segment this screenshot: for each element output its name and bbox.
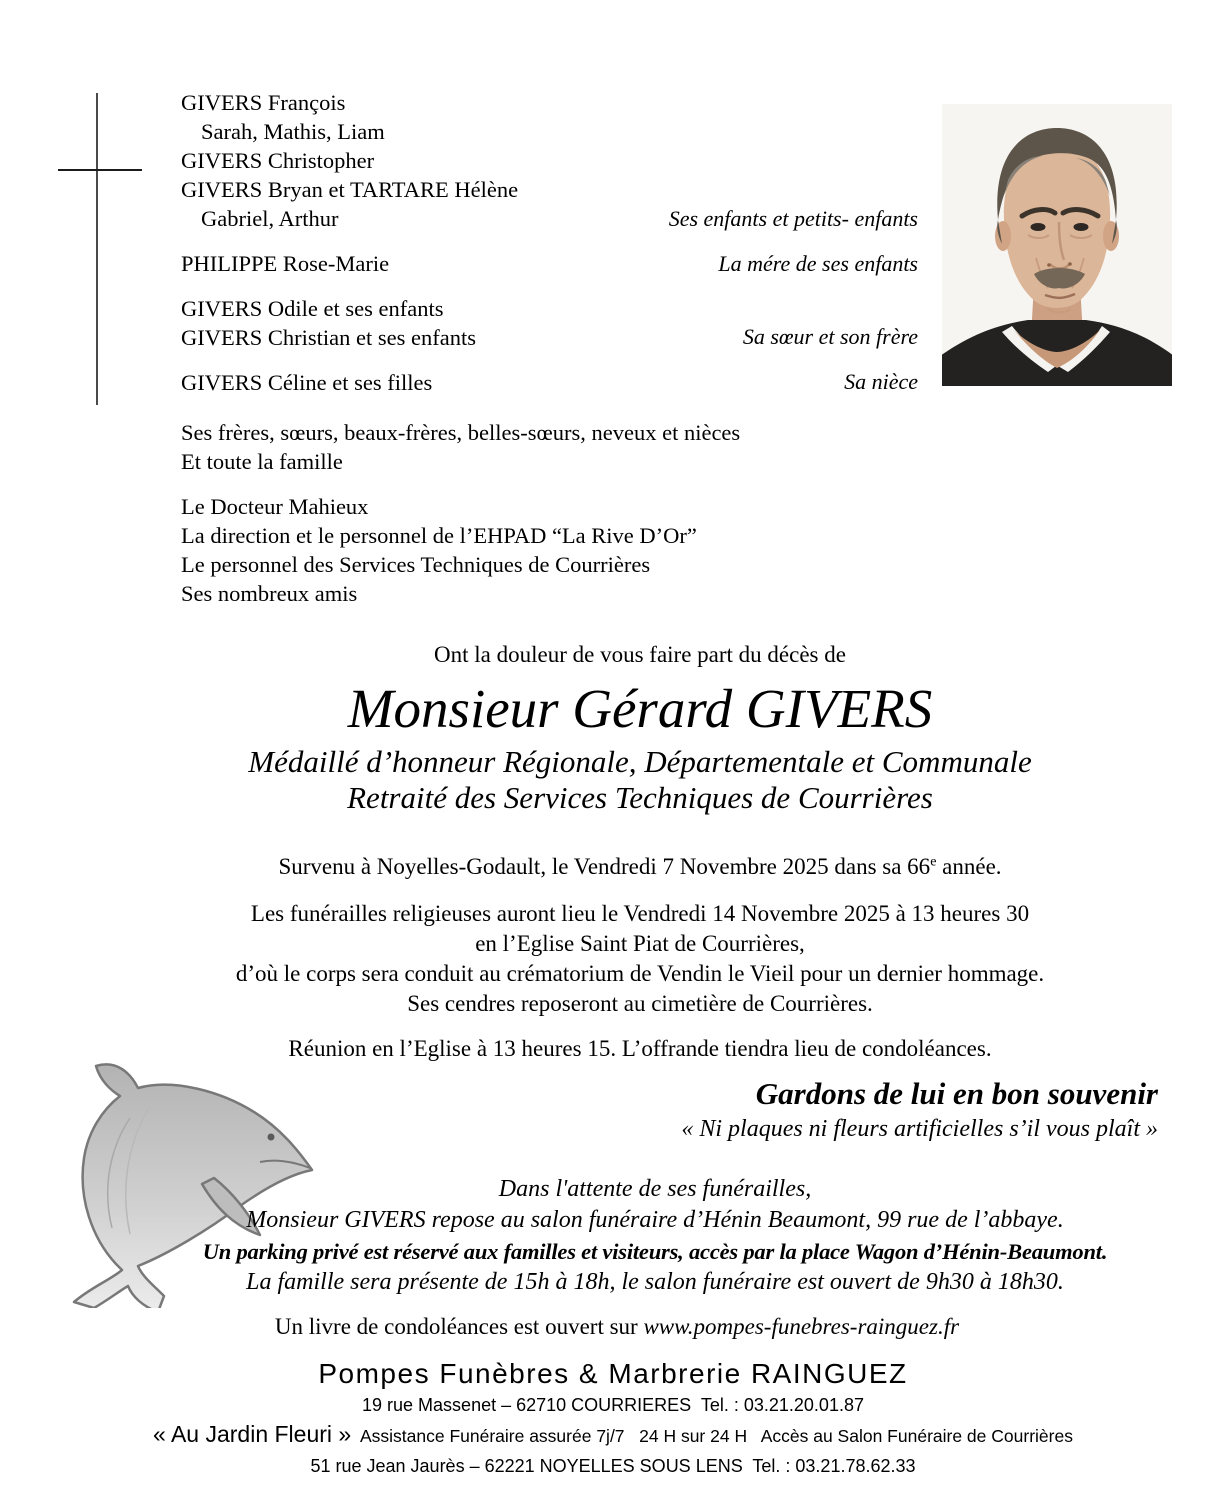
funeral-home-footer (18, 1356, 1208, 1480)
mourner-line: GIVERS Bryan et TARTARE Hélène (181, 177, 519, 202)
funeral-home-name: Pompes Funèbres & Marbrerie RAINGUEZ (318, 1358, 908, 1389)
portrait-photo (942, 104, 1172, 386)
mourner-line: PHILIPPE Rose-Marie (181, 251, 390, 276)
mourner-line: GIVERS Céline et ses filles (181, 370, 433, 395)
funeral-line: Les funérailles religieuses auront lieu le Vendredi 14 Novembre 2025 à 13 heures 30 (250, 901, 1030, 926)
mourner-line: GIVERS Odile et ses enfants (181, 296, 444, 321)
no-flowers-line: « Ni plaques ni fleurs artificielles s’il vous plaît » (681, 1116, 1158, 1142)
mourner-line: Ses nombreux amis (181, 581, 358, 606)
mourner-line: GIVERS Christian et ses enfants (181, 325, 476, 350)
souvenir-block (400, 1074, 1158, 1144)
mourner-line: Le personnel des Services Techniques de Courrières (181, 552, 651, 577)
mourner-line: GIVERS François (181, 90, 346, 115)
announcement (66, 640, 1214, 816)
deceased-name: Monsieur Gérard GIVERS (347, 678, 933, 739)
funeral-line: en l’Eglise Saint Piat de Courrières, (475, 931, 805, 956)
funeral-home-brand: « Au Jardin Fleuri » (153, 1421, 352, 1447)
relation-label: Ses enfants et petits- enfants (668, 206, 918, 231)
relation-label: La mére de ses enfants (718, 251, 918, 276)
condolence-book-text: Un livre de condoléances est ouvert sur (274, 1314, 644, 1339)
mourner-line: Gabriel, Arthur (201, 206, 339, 231)
funeral-block (66, 899, 1214, 1019)
funeral-home-address: 51 rue Jean Jaurès – 62221 NOYELLES SOUS LENS Tel. : 03.21.78.62.33 (310, 1456, 916, 1476)
funeral-home-address: 19 rue Massenet – 62710 COURRIERES Tel. : 03.21.20.01.87 (362, 1395, 864, 1415)
relation-label: Sa sœur et son frère (742, 324, 918, 349)
mourner-line: Et toute la famille (181, 449, 343, 474)
funeral-line: d’où le corps sera conduit au crématorium de Vendin le Vieil pour un dernier hommage. (235, 961, 1045, 986)
condolence-website: www.pompes-funebres-rainguez.fr (643, 1314, 960, 1339)
parking-line: Un parking privé est réservé aux familles et visiteurs, accès par la place Wagon d’Hénin-Beaumont. (202, 1239, 1108, 1264)
wake-line: Monsieur GIVERS repose au salon funéraire d’Hénin Beaumont, 99 rue de l’abbaye. (246, 1207, 1064, 1233)
mourner-line: Ses frères, sœurs, beaux-frères, belles-sœurs, neveux et nièces (181, 420, 741, 445)
reunion-line: Réunion en l’Eglise à 13 heures 15. L’offrande tiendra lieu de condoléances. (288, 1036, 992, 1061)
condolence-book-line (20, 1314, 1214, 1340)
wake-line: Dans l'attente de ses funérailles, (498, 1176, 812, 1202)
mourner-line: Sarah, Mathis, Liam (201, 119, 385, 144)
announcement-intro: Ont la douleur de vous faire part du décès de (434, 642, 846, 667)
mourner-line: La direction et le personnel de l’EHPAD “La Rive D’Or” (181, 523, 697, 548)
wake-block (96, 1174, 1214, 1298)
cross-vertical-bar (96, 93, 98, 405)
mourner-line: GIVERS Christopher (181, 148, 375, 173)
superscript-e: e (930, 854, 937, 870)
honor-line: Médaillé d’honneur Régionale, Départementale et Communale (248, 744, 1032, 779)
cross-horizontal-bar (58, 169, 142, 171)
funeral-home-services: Assistance Funéraire assurée 7j/7 24 H sur 24 H Accès au Salon Funéraire de Courrières (351, 1426, 1073, 1446)
funeral-home-brand-line (18, 1419, 1208, 1453)
relation-label: Sa nièce (844, 369, 918, 394)
souvenir-line: Gardons de lui en bon souvenir (755, 1076, 1158, 1111)
death-line: Survenu à Noyelles-Godault, le Vendredi 7 Novembre 2025 dans sa 66e année. (278, 854, 1002, 879)
funeral-line: Ses cendres reposeront au cimetière de Courrières. (407, 991, 873, 1016)
wake-line: La famille sera présente de 15h à 18h, le salon funéraire est ouvert de 9h30 à 18h30. (246, 1269, 1064, 1295)
honor-line: Retraité des Services Techniques de Courrières (347, 780, 933, 815)
funeral-details (66, 852, 1214, 1064)
mourner-line: Le Docteur Mahieux (181, 494, 369, 519)
